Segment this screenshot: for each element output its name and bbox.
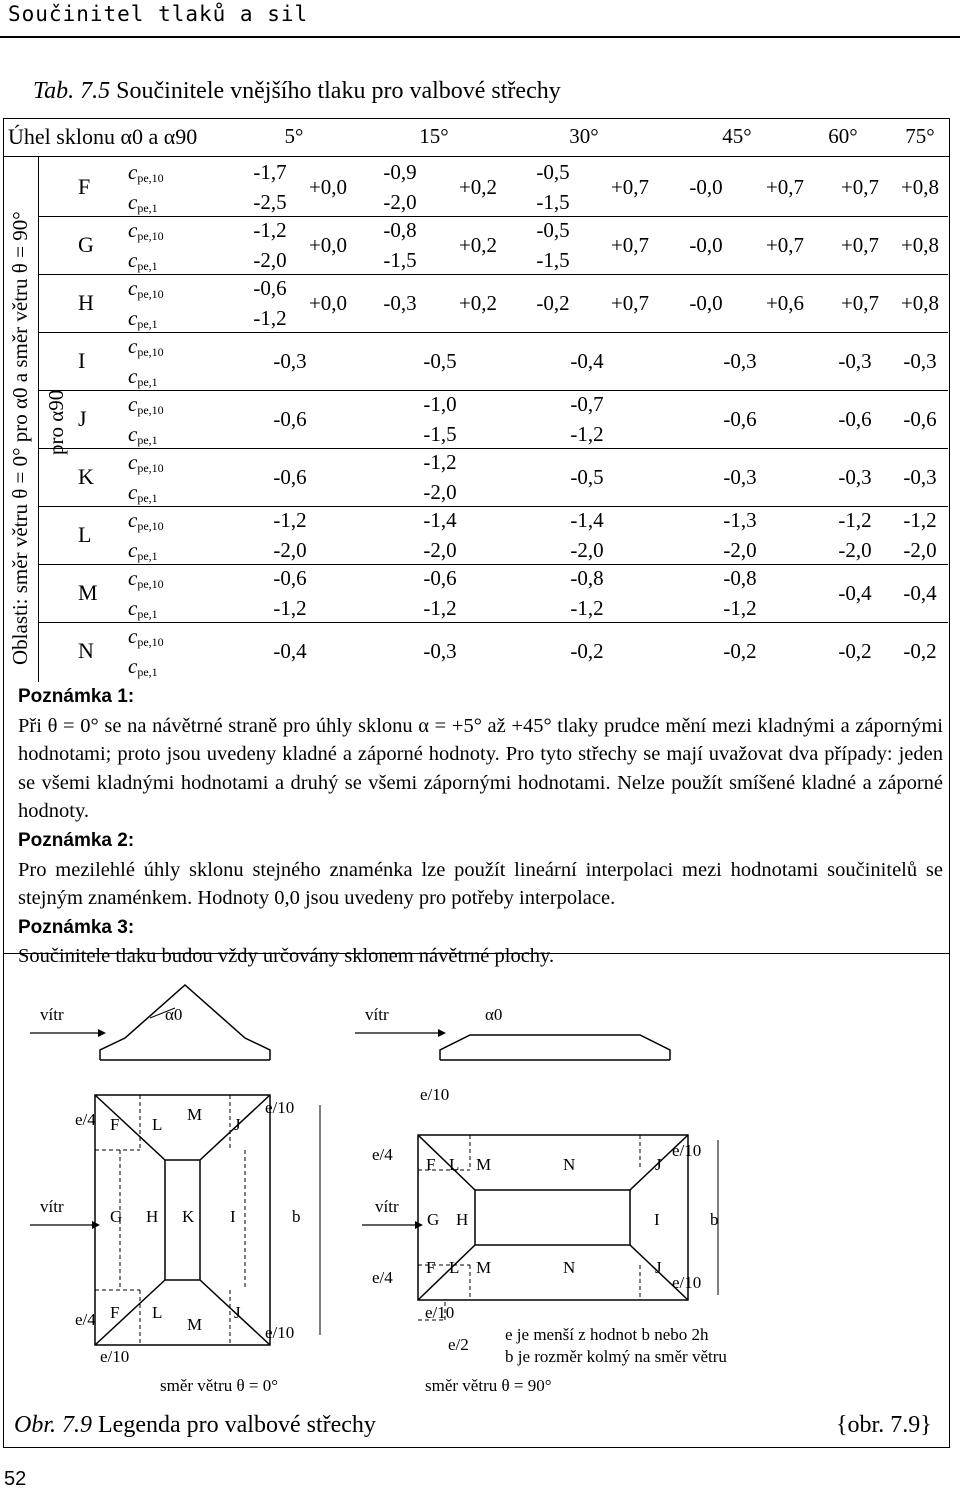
zone-J-left: J [234,1115,241,1134]
note-1-title: Poznámka 1: [18,686,135,707]
zone-label-L: L [78,522,92,547]
note-1-text: Při θ = 0° se na návětrné straně pro úhly sklonu α = +5° až +45° tlaky prudce mění mezi kladnými a zápornými hodnotami; proto jsou uvedeny kladné a záporné hodnoty. Pro tyto střechy se mají uvažovat dva případy: jeden se všemi kladnými hodnotami a druhý se všemi zápornými hodnotami. Nelze použít smíšené kladné a záporné hodnoty. [18,714,943,823]
cpe10-H: $c_{pe,10}$ [128,276,164,301]
note-3-text: Součinitele tlaku budou vždy určovány sklonem návětrné plochy. [18,945,555,968]
value-H-0: -0,6 [253,276,287,300]
value-G-8: +0,7 [610,233,650,257]
cpe1-J: $c_{pe,1}$ [128,422,158,447]
value-G-9: -0,0 [689,233,723,257]
wind-label-elev-left: vítr [40,1005,64,1024]
value-I-0: -0,3 [273,349,307,373]
value-G-6: -0,5 [536,218,570,242]
wind-label-elev-right: vítr [365,1005,389,1024]
value-G-2: +0,0 [308,233,348,257]
value-G-1: -2,0 [253,248,287,272]
angle-4: 60° [828,124,858,148]
zone-label-N: N [78,638,94,663]
figure-caption [14,1412,376,1439]
zone-H-left: H [146,1207,159,1226]
e10-right-right-top: e/10 [672,1141,702,1160]
cpe10-I: $c_{pe,10}$ [128,334,164,359]
value-L-4: -1,2 [838,508,872,532]
zone-F-left: F [110,1115,120,1134]
value-N-5: -0,2 [903,639,937,663]
zone-label-I: I [78,348,86,373]
value-M-9: -0,4 [903,581,937,605]
value-G-10: +0,7 [765,233,805,257]
hip-roof-diagram [0,960,960,1410]
value-N-2: -0,2 [570,639,604,663]
value-M-8: -0,4 [838,581,872,605]
wind-dir-theta90: směr větru θ = 90° [425,1376,552,1395]
value-F-6: -0,5 [536,160,570,184]
value-M-7: -1,2 [723,596,757,620]
note-2-title: Poznámka 2: [18,829,135,851]
zone-N-right-2: N [563,1258,576,1277]
zone-J-left-2: J [234,1303,241,1322]
row-rule-G [38,274,948,275]
value-K-1: -1,2 [423,450,457,474]
angle-2: 30° [569,124,599,148]
zone-F-right-2: F [426,1258,436,1277]
cpe10-L: $c_{pe,10}$ [128,508,164,533]
value-H-7: -0,0 [689,291,723,315]
dim-b-left: b [292,1207,301,1226]
e4-left-top: e/4 [75,1110,96,1129]
value-G-4: -1,5 [383,248,417,272]
value-K-5: -0,3 [838,465,872,489]
angle-header: Úhel sklonu α0 a α90 [8,124,198,149]
value-M-5: -1,2 [423,596,457,620]
value-F-11: +0,7 [840,175,880,199]
angle-1: 15° [419,124,449,148]
table-title: Součinitele vnějšího tlaku pro valbové střechy [116,78,561,104]
e4-right-bottom: e/4 [372,1268,393,1287]
value-M-1: -0,6 [423,566,457,590]
value-G-0: -1,2 [253,218,287,242]
notes [18,682,943,971]
value-M-3: -0,8 [723,566,757,590]
value-H-5: -0,2 [536,291,570,315]
value-G-7: -1,5 [536,248,570,272]
legend-line-1: e je menší z hodnot b nebo 2h [505,1325,709,1344]
zone-L-left: L [152,1115,163,1134]
value-F-0: -1,7 [253,160,287,184]
value-H-4: +0,2 [458,291,498,315]
value-G-12: +0,8 [900,233,940,257]
value-F-3: -0,9 [383,160,417,184]
side-label-outer: Oblasti: směr větru θ = 0° pro α0 a směr větru θ = 90° [8,211,32,665]
value-F-7: -1,5 [536,190,570,214]
zone-M-right: M [476,1155,492,1174]
value-L-9: -2,0 [723,538,757,562]
value-H-6: +0,7 [610,291,650,315]
page-number: 52 [4,1468,27,1490]
value-M-2: -0,8 [570,566,604,590]
zone-label-M: M [78,580,98,605]
value-N-4: -0,2 [838,639,872,663]
value-G-11: +0,7 [840,233,880,257]
zone-label-J: J [78,406,87,431]
value-K-6: -0,3 [903,465,937,489]
zone-label-K: K [78,464,94,489]
value-H-9: +0,7 [840,291,880,315]
value-H-8: +0,6 [765,291,805,315]
value-G-5: +0,2 [458,233,498,257]
zone-M-left-2: M [187,1315,203,1334]
value-J-7: -0,6 [903,407,937,431]
value-L-7: -2,0 [423,538,457,562]
zone-L-right: L [449,1155,460,1174]
zone-label-H: H [78,290,94,315]
zone-G-left: G [110,1207,123,1226]
value-K-3: -0,5 [570,465,604,489]
zone-I-right: I [654,1210,660,1229]
row-rule-F [38,216,948,217]
value-L-3: -1,3 [723,508,757,532]
zone-M-left: M [187,1105,203,1124]
zone-L-right-2: L [449,1258,460,1277]
e10-left-right: e/10 [265,1323,295,1342]
value-M-0: -0,6 [273,566,307,590]
value-H-2: +0,0 [308,291,348,315]
elevation-alpha0 [100,985,270,1060]
value-L-11: -2,0 [903,538,937,562]
value-L-1: -1,4 [423,508,457,532]
e4-right-top: e/4 [372,1145,393,1164]
table-label: Tab. 7.5 [33,78,111,104]
e10-left-bottom: e/10 [100,1347,130,1366]
e10-right-top: e/10 [420,1085,450,1104]
cpe1-L: $c_{pe,1}$ [128,538,158,563]
value-I-4: -0,3 [838,349,872,373]
e10-left-top: e/10 [265,1098,295,1117]
header-rule [0,36,960,38]
value-H-3: -0,3 [383,291,417,315]
zone-G-right: G [427,1210,440,1229]
value-N-0: -0,4 [273,639,307,663]
value-K-2: -2,0 [423,480,457,504]
value-L-5: -1,2 [903,508,937,532]
value-H-1: -1,2 [253,306,287,330]
value-F-5: +0,2 [458,175,498,199]
value-K-0: -0,6 [273,465,307,489]
cpe10-K: $c_{pe,10}$ [128,450,164,475]
row-rule-M [38,622,948,623]
wind-dir-theta0: směr větru θ = 0° [160,1376,279,1395]
value-L-0: -1,2 [273,508,307,532]
cpe1-M: $c_{pe,1}$ [128,596,158,621]
value-F-10: +0,7 [765,175,805,199]
value-L-10: -2,0 [838,538,872,562]
note-3-title: Poznámka 3: [18,916,135,938]
zone-F-left-2: F [110,1303,120,1322]
figure-title: Legenda pro valbové střechy [98,1412,376,1438]
zone-N-right: N [563,1155,576,1174]
figure-ref: {obr. 7.9} [836,1412,932,1438]
row-rule-I [38,390,948,391]
value-J-0: -0,6 [273,407,307,431]
value-G-3: -0,8 [383,218,417,242]
cpe10-N: $c_{pe,10}$ [128,624,164,649]
figure-label: Obr. 7.9 [14,1412,93,1438]
cpe1-K: $c_{pe,1}$ [128,480,158,505]
cpe1-H: $c_{pe,1}$ [128,306,158,331]
value-I-1: -0,5 [423,349,457,373]
value-I-5: -0,3 [903,349,937,373]
angle-3: 45° [722,124,752,148]
legend-line-2: b je rozměr kolmý na směr větru [505,1347,727,1366]
angle-5: 75° [905,124,935,148]
value-M-4: -1,2 [273,596,307,620]
note-2-text: Pro mezilehlé úhly sklonu stejného znaménka lze použít lineární interpolaci mezi hodnotami součinitelů se stejným znaménkem. Hodnoty 0,0 jsou uvedeny pro potřeby interpolace. [18,858,943,910]
value-J-2: -1,5 [423,422,457,446]
elevation-alpha90 [440,1035,670,1060]
value-J-1: -1,0 [423,392,457,416]
table-caption [33,78,561,105]
side-divider [38,157,39,682]
value-L-2: -1,4 [570,508,604,532]
row-rule-K [38,506,948,507]
row-rule-J [38,448,948,449]
cpe10-F: $c_{pe,10}$ [128,160,164,185]
value-J-3: -0,7 [570,392,604,416]
zone-I-left: I [230,1207,236,1226]
value-F-12: +0,8 [900,175,940,199]
zone-label-G: G [78,232,94,257]
value-F-2: +0,0 [308,175,348,199]
cpe1-I: $c_{pe,1}$ [128,364,158,389]
value-F-9: -0,0 [689,175,723,199]
value-F-8: +0,7 [610,175,650,199]
cpe1-G: $c_{pe,1}$ [128,248,158,273]
e2-right-bottom: e/2 [448,1335,469,1354]
e4-left-bottom: e/4 [75,1310,96,1329]
zone-J-right: J [655,1155,662,1174]
angle-0: 5° [284,124,304,148]
cpe10-M: $c_{pe,10}$ [128,566,164,591]
alpha0-label-left: α0 [165,1005,183,1024]
zone-F-right: F [426,1155,436,1174]
wind-label-plan-left: vítr [40,1197,64,1216]
value-M-6: -1,2 [570,596,604,620]
value-N-1: -0,3 [423,639,457,663]
value-H-10: +0,8 [900,291,940,315]
row-rule-H [38,332,948,333]
value-K-4: -0,3 [723,465,757,489]
cpe1-F: $c_{pe,1}$ [128,190,158,215]
e10-right-bottom: e/10 [425,1303,455,1322]
value-L-6: -2,0 [273,538,307,562]
value-F-1: -2,5 [253,190,287,214]
side-label-inner: pro α90 [44,389,68,455]
value-L-8: -2,0 [570,538,604,562]
zone-H-right: H [456,1210,469,1229]
cpe10-G: $c_{pe,10}$ [128,218,164,243]
running-header: Součinitel tlaků a sil [8,2,309,26]
e10-right-right-bottom: e/10 [672,1273,702,1292]
value-J-4: -1,2 [570,422,604,446]
zone-M-right-2: M [476,1258,492,1277]
zone-K-left: K [182,1207,195,1226]
zone-L-left-2: L [152,1303,163,1322]
header-rule [4,156,949,157]
zone-J-right-2: J [655,1258,662,1277]
value-F-4: -2,0 [383,190,417,214]
value-N-3: -0,2 [723,639,757,663]
wind-label-plan-right: vítr [375,1197,399,1216]
cpe10-J: $c_{pe,10}$ [128,392,164,417]
value-I-2: -0,4 [570,349,604,373]
value-J-5: -0,6 [723,407,757,431]
dim-b-right: b [710,1210,719,1229]
row-rule-L [38,564,948,565]
alpha0-label-right: α0 [485,1005,503,1024]
cpe1-N: $c_{pe,1}$ [128,654,158,679]
value-J-6: -0,6 [838,407,872,431]
zone-label-F: F [78,174,91,199]
value-I-3: -0,3 [723,349,757,373]
